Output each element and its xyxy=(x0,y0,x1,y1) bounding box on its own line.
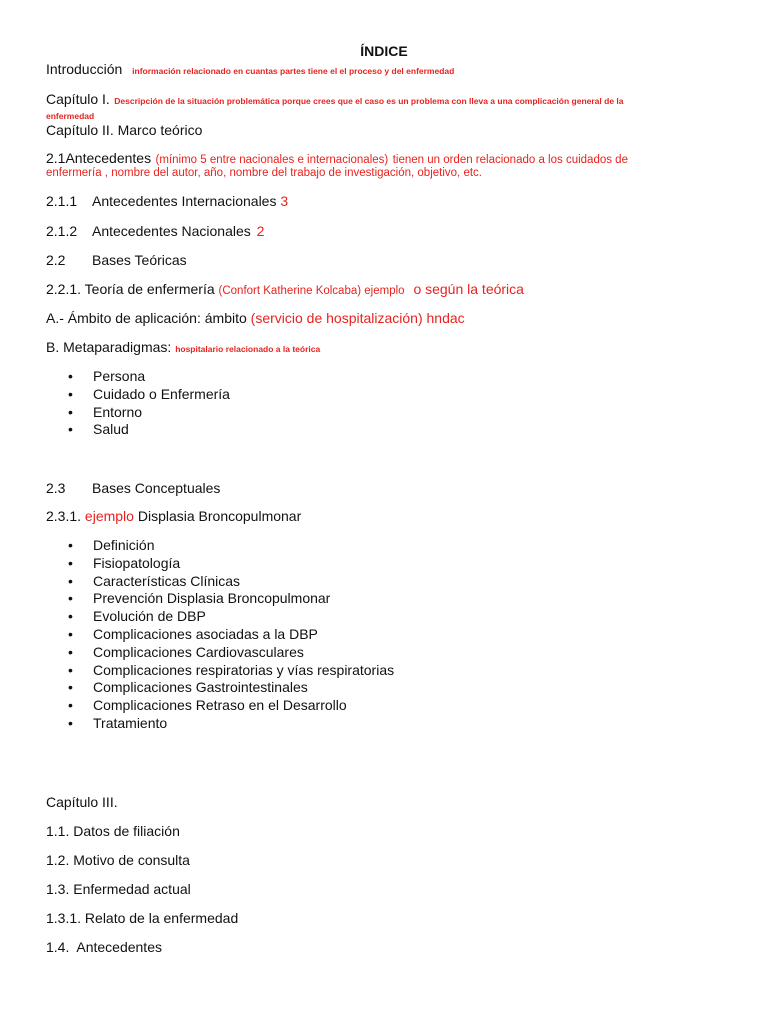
list-item: • Evolución de DBP xyxy=(68,608,394,626)
teoria-paren: ( xyxy=(218,285,223,297)
list-item: • Persona xyxy=(68,368,230,386)
cap1-note: Descripción de la situación problemática porque crees que el caso es un problema con lleva a una complicación general de la xyxy=(114,96,624,106)
cap3-heading: Capítulo III. xyxy=(46,794,118,810)
list-item: • Entorno xyxy=(68,404,230,422)
displasia-number: 2.3.1. xyxy=(46,508,82,524)
antecedentes-note-line2: enfermería , nombre del autor, año, nombre del trabajo de investigación, objetivo, etc. xyxy=(46,167,482,179)
displasia-list xyxy=(68,537,394,733)
ant-int-label: Antecedentes Internacionales xyxy=(92,193,277,209)
bases-teoricas-label: Bases Teóricas xyxy=(92,252,187,268)
teoria-note2: o según la teórica xyxy=(413,281,524,297)
list-item: • Complicaciones asociadas a la DBP xyxy=(68,626,394,644)
intro-line xyxy=(46,61,454,80)
list-item: • Complicaciones Retraso en el Desarrollo xyxy=(68,697,394,715)
list-item: • Complicaciones respiratorias y vías respiratorias xyxy=(68,662,394,680)
bases-conceptuales-label: Bases Conceptuales xyxy=(92,480,221,496)
list-item: • Salud xyxy=(68,421,230,439)
ant-nacionales xyxy=(46,223,264,240)
ant-nac-count: 2 xyxy=(256,223,265,239)
cap2-heading: Capítulo II. Marco teórico xyxy=(46,122,203,138)
list-item: • Prevención Displasia Broncopulmonar xyxy=(68,590,394,608)
ant-int-number: 2.1.1 xyxy=(46,193,78,209)
bases-conceptuales-number: 2.3 xyxy=(46,480,66,496)
cap1-label: Capítulo I. xyxy=(46,91,110,107)
displasia-note: ejemplo xyxy=(84,508,134,524)
displasia-label: Displasia Broncopulmonar xyxy=(137,508,302,524)
list-item: • Definición xyxy=(68,537,394,555)
metaparadigmas-label: B. Metaparadigmas: xyxy=(46,339,172,355)
bases-teoricas-number: 2.2 xyxy=(46,252,66,268)
ant-internacionales xyxy=(46,193,288,210)
ant-nac-label: Antecedentes Nacionales xyxy=(92,223,251,239)
cap3-item: 1.3. Enfermedad actual xyxy=(46,881,191,897)
ambito-label: A.- Ámbito de aplicación: ámbito xyxy=(46,310,247,326)
page-title: ÍNDICE xyxy=(360,43,408,59)
antecedentes-label: 2.1Antecedentes xyxy=(46,150,152,166)
bases-conceptuales xyxy=(46,480,220,497)
metaparadigmas-list xyxy=(68,368,230,439)
cap1-note-cont: enfermedad xyxy=(46,111,95,121)
list-item: • Tratamiento xyxy=(68,715,394,733)
cap1-block xyxy=(46,91,720,107)
teoria-line xyxy=(46,281,524,300)
ambito-note: (servicio de hospitalización) hndac xyxy=(250,310,465,326)
bases-teoricas xyxy=(46,252,187,269)
list-item: • Complicaciones Gastrointestinales xyxy=(68,679,394,697)
ambito-line xyxy=(46,310,465,327)
teoria-note: Confort Katherine Kolcaba) ejemplo xyxy=(222,285,405,297)
list-item: • Complicaciones Cardiovasculares xyxy=(68,644,394,662)
ant-int-count: 3 xyxy=(280,193,289,209)
antecedentes-note: (mínimo 5 entre nacionales e internacionales) xyxy=(155,154,389,166)
metaparadigmas-line xyxy=(46,339,320,358)
displasia-line xyxy=(46,508,301,525)
intro-note: información relacionado en cuantas partes tiene el el proceso y del enfermedad xyxy=(132,66,455,76)
list-item: • Fisiopatología xyxy=(68,555,394,573)
intro-label: Introducción xyxy=(46,61,123,77)
cap3-item: 1.1. Datos de filiación xyxy=(46,823,180,839)
ant-nac-number: 2.1.2 xyxy=(46,223,78,239)
list-item: • Cuidado o Enfermería xyxy=(68,386,230,404)
list-item: • Características Clínicas xyxy=(68,573,394,591)
metaparadigmas-note: hospitalario relacionado a la teórica xyxy=(175,344,321,354)
cap3-item: 1.3.1. Relato de la enfermedad xyxy=(46,910,239,926)
cap3-item: 1.2. Motivo de consulta xyxy=(46,852,190,868)
cap3-item: 1.4. Antecedentes xyxy=(46,939,162,955)
antecedentes-note-rest: tienen un orden relacionado a los cuidados de xyxy=(392,154,628,166)
teoria-label: 2.2.1. Teoría de enfermería xyxy=(46,281,215,297)
